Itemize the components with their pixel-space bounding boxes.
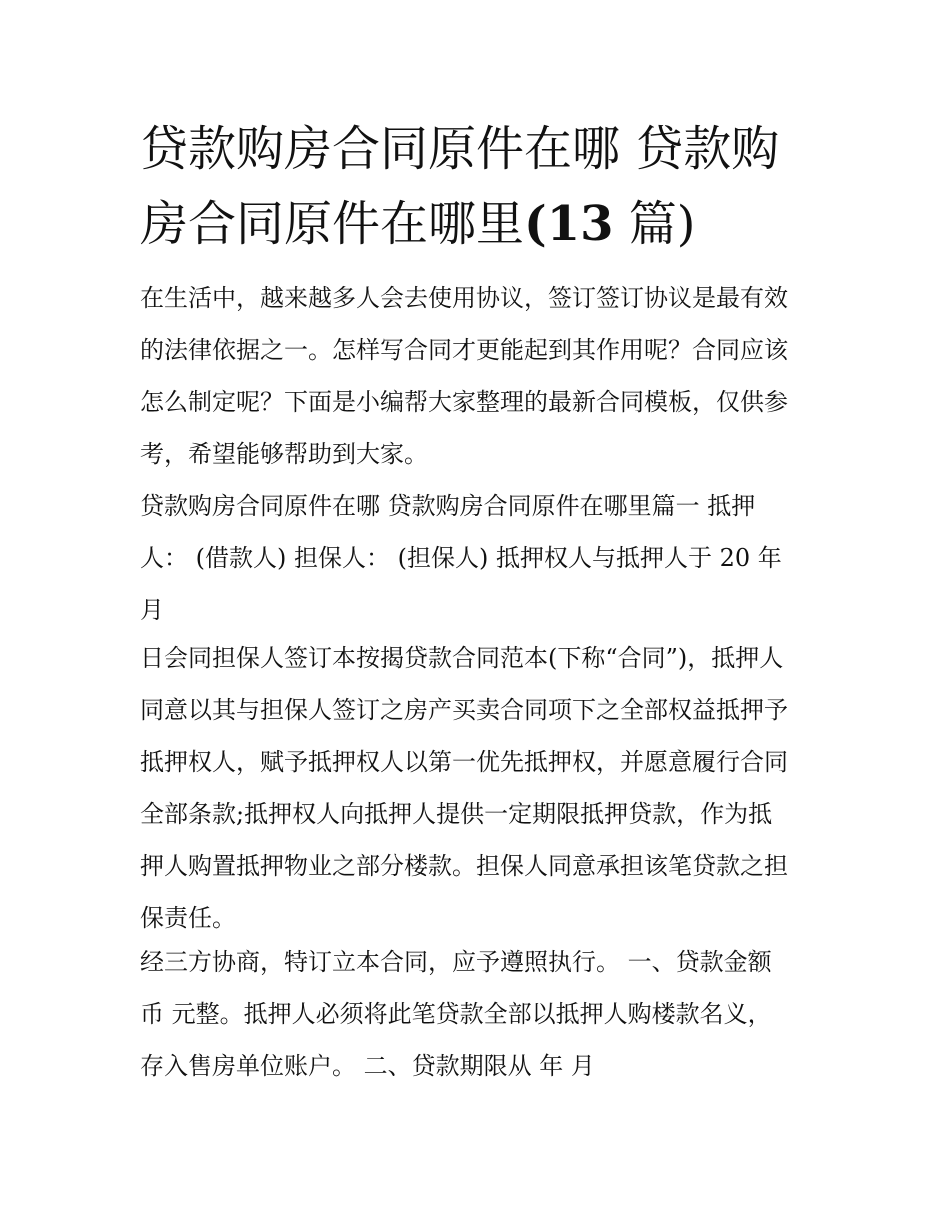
text-line: 考，希望能够帮助到大家。 xyxy=(140,440,428,468)
text-line: 人： (借款人) 担保人： (担保人) 抵押权人与抵押人于 20 年 xyxy=(140,544,782,572)
text-line: 的法律依据之一。怎样写合同才更能起到其作用呢？合同应该 xyxy=(140,336,788,364)
title-line: 贷款购房合同原件在哪 贷款购 xyxy=(140,121,780,177)
text-line: 日会同担保人签订本按揭贷款合同范本(下称“合同”)，抵押人 xyxy=(140,644,784,672)
text-line: 贷款购房合同原件在哪 贷款购房合同原件在哪里篇一 抵押 xyxy=(140,492,756,520)
text-line: 同意以其与担保人签订之房产买卖合同项下之全部权益抵押予 xyxy=(140,696,788,724)
text-line: 怎么制定呢？下面是小编帮大家整理的最新合同模板，仅供参 xyxy=(140,388,788,416)
terms-paragraph xyxy=(140,936,830,1092)
document-title xyxy=(140,112,820,262)
title-count: (13 xyxy=(524,196,614,252)
text-line: 全部条款;抵押权人向抵押人提供一定期限抵押贷款，作为抵 xyxy=(140,800,773,828)
intro-paragraph xyxy=(140,272,830,480)
text-line: 抵押权人，赋予抵押权人以第一优先抵押权，并愿意履行合同 xyxy=(140,748,788,776)
text-line: 币 元整。抵押人必须将此笔贷款全部以抵押人购楼款名义， xyxy=(140,1000,772,1028)
title-suffix: 篇) xyxy=(613,196,696,252)
text-line: 经三方协商，特订立本合同，应予遵照执行。 一、贷款金额 xyxy=(140,948,772,976)
text-line: 月 xyxy=(140,596,164,624)
text-line: 押人购置抵押物业之部分楼款。担保人同意承担该笔贷款之担 xyxy=(140,852,788,880)
section-heading-paragraph xyxy=(140,480,830,636)
text-line: 存入售房单位账户。 二、贷款期限从 年 月 xyxy=(140,1052,595,1080)
body-paragraph xyxy=(140,632,830,944)
text-line: 在生活中，越来越多人会去使用协议，签订签订协议是最有效 xyxy=(140,284,788,312)
title-text: 房合同原件在哪里 xyxy=(140,196,525,252)
text-line: 保责任。 xyxy=(140,904,236,932)
title-line xyxy=(140,187,820,262)
